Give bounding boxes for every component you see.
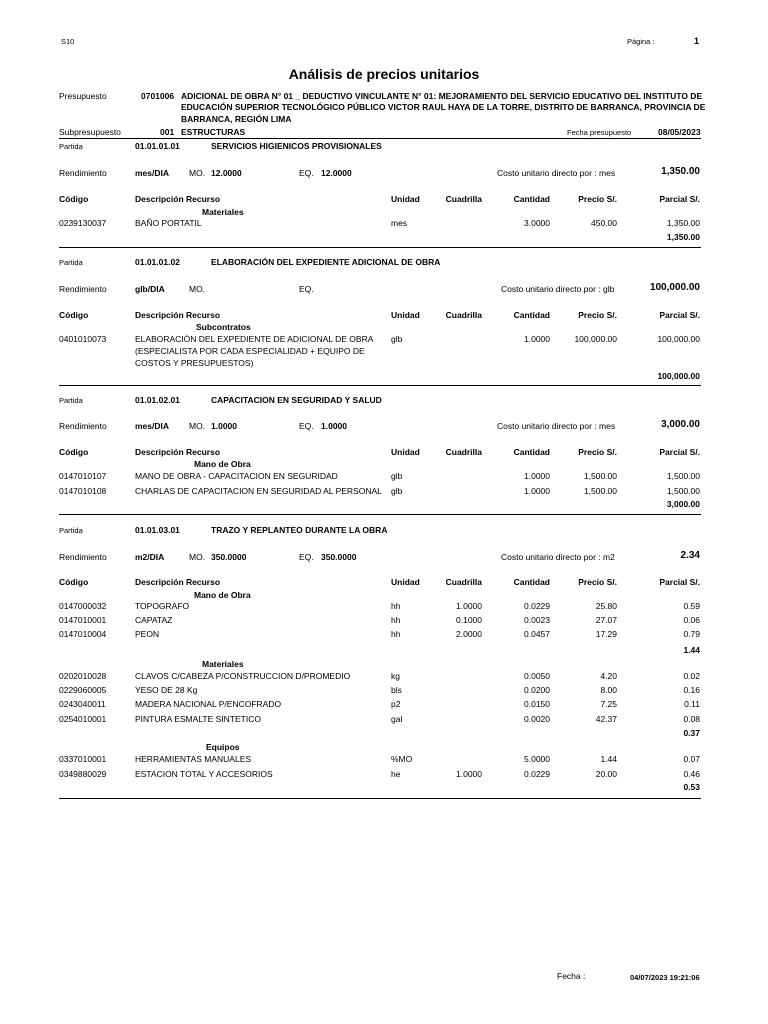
presupuesto-desc-line2: EDUCACIÓN SUPERIOR TECNOLÓGICO PÚBLICO VICTOR RAUL HAYA DE LA TORRE, DISTRITO DE BARRANCA, PROVINCIA DE bbox=[181, 102, 706, 112]
fecha-presupuesto-label: Fecha presupuesto bbox=[567, 128, 632, 137]
eq-label: EQ. bbox=[299, 552, 314, 562]
col-codigo: Código bbox=[59, 310, 89, 320]
col-descripcion: Descripción Recurso bbox=[135, 310, 221, 320]
group-title: Mano de Obra bbox=[194, 590, 251, 600]
col-parcial: Parcial S/. bbox=[659, 194, 700, 204]
row-unidad: bls bbox=[391, 685, 402, 695]
rendimiento-label: Rendimiento bbox=[59, 168, 107, 178]
partida-code: 01.01.01.01 bbox=[135, 141, 180, 151]
row-unidad: hh bbox=[391, 615, 401, 625]
footer-fecha-label: Fecha : bbox=[557, 971, 586, 981]
row-codigo: 0239130037 bbox=[59, 218, 107, 228]
row-precio: 1.44 bbox=[600, 754, 617, 764]
costo-value: 2.34 bbox=[680, 550, 700, 561]
mo-label: MO. bbox=[189, 552, 206, 562]
row-cantidad: 0.0229 bbox=[524, 769, 550, 779]
row-codigo: 0147010107 bbox=[59, 471, 107, 481]
row-desc: MANO DE OBRA - CAPACITACION EN SEGURIDAD bbox=[135, 471, 338, 481]
presupuesto-code: 0701006 bbox=[141, 91, 175, 101]
row-codigo: 0147010108 bbox=[59, 486, 107, 496]
col-cuadrilla: Cuadrilla bbox=[445, 194, 482, 204]
row-codigo: 0243040011 bbox=[59, 699, 106, 709]
partida-divider bbox=[59, 514, 701, 515]
row-unidad: gal bbox=[391, 714, 403, 724]
group-subtotal: 0.53 bbox=[683, 782, 700, 792]
row-cantidad: 1.0000 bbox=[524, 486, 550, 496]
row-precio: 450.00 bbox=[591, 218, 617, 228]
eq-label: EQ. bbox=[299, 421, 314, 431]
rendimiento-label: Rendimiento bbox=[59, 421, 107, 431]
page-title: Análisis de precios unitarios bbox=[288, 66, 480, 82]
partida-divider bbox=[59, 247, 701, 248]
subpresupuesto-code: 001 bbox=[160, 127, 175, 137]
col-unidad: Unidad bbox=[391, 194, 420, 204]
partida-name: ELABORACIÓN DEL EXPEDIENTE ADICIONAL DE OBRA bbox=[211, 257, 441, 267]
group-title: Materiales bbox=[202, 207, 244, 217]
partida-name: TRAZO Y REPLANTEO DURANTE LA OBRA bbox=[211, 525, 388, 535]
costo-value: 100,000.00 bbox=[649, 282, 700, 293]
presupuesto-desc-line1: ADICIONAL DE OBRA N° 01 _ DEDUCTIVO VINCULANTE N° 01: MEJORAMIENTO DEL SERVICIO EDUCATIVO DEL INSTITUTO DE bbox=[181, 91, 703, 101]
row-desc: BAÑO PORTATIL bbox=[135, 218, 202, 228]
col-unidad: Unidad bbox=[391, 447, 420, 457]
row-codigo: 0337010001 bbox=[59, 754, 107, 764]
row-unidad: kg bbox=[391, 671, 400, 681]
row-parcial: 0.59 bbox=[683, 601, 700, 611]
rendimiento-label: Rendimiento bbox=[59, 552, 107, 562]
row-codigo: 0202010028 bbox=[59, 671, 107, 681]
presupuesto-label: Presupuesto bbox=[59, 91, 107, 101]
row-cantidad: 0.0050 bbox=[524, 671, 550, 681]
col-cuadrilla: Cuadrilla bbox=[445, 577, 482, 587]
footer-fecha-value: 04/07/2023 19:21:06 bbox=[630, 973, 700, 982]
group-subtotal: 1,350.00 bbox=[666, 232, 700, 242]
row-codigo: 0147010001 bbox=[59, 615, 107, 625]
mo-label: MO. bbox=[189, 284, 206, 294]
partida-code: 01.01.03.01 bbox=[135, 525, 180, 535]
subpresupuesto-name: ESTRUCTURAS bbox=[181, 127, 246, 137]
row-precio: 25.80 bbox=[595, 601, 617, 611]
row-precio: 27.07 bbox=[595, 615, 617, 625]
group-subtotal: 3,000.00 bbox=[666, 499, 700, 509]
row-cantidad: 1.0000 bbox=[524, 334, 550, 344]
row-codigo: 0147010004 bbox=[59, 629, 107, 639]
row-unidad: %MO bbox=[391, 754, 413, 764]
col-unidad: Unidad bbox=[391, 310, 420, 320]
row-codigo: 0254010001 bbox=[59, 714, 107, 724]
partida-label: Partida bbox=[59, 526, 83, 535]
row-desc: PINTURA ESMALTE SINTETICO bbox=[135, 714, 261, 724]
row-precio: 17.29 bbox=[595, 629, 617, 639]
row-cantidad: 5.0000 bbox=[524, 754, 550, 764]
col-descripcion: Descripción Recurso bbox=[135, 447, 221, 457]
row-unidad: glb bbox=[391, 334, 403, 344]
col-unidad: Unidad bbox=[391, 577, 420, 587]
row-cuadrilla: 1.0000 bbox=[456, 769, 482, 779]
eq-value: 350.0000 bbox=[321, 552, 357, 562]
row-parcial: 0.08 bbox=[683, 714, 700, 724]
row-parcial: 0.02 bbox=[683, 671, 700, 681]
rendimiento-label: Rendimiento bbox=[59, 284, 107, 294]
partida-code: 01.01.01.02 bbox=[135, 257, 180, 267]
group-subtotal: 0.37 bbox=[683, 728, 700, 738]
eq-label: EQ. bbox=[299, 168, 314, 178]
rendimiento-unit: mes/DIA bbox=[135, 421, 170, 431]
col-codigo: Código bbox=[59, 577, 89, 587]
mo-value: 1.0000 bbox=[211, 421, 237, 431]
row-desc-line3: COSTOS Y PRESUPUESTOS) bbox=[135, 358, 254, 368]
eq-value: 1.0000 bbox=[321, 421, 347, 431]
row-cantidad: 0.0229 bbox=[524, 601, 550, 611]
system-code: S10 bbox=[61, 37, 75, 46]
row-cantidad: 0.0200 bbox=[524, 685, 550, 695]
mo-label: MO. bbox=[189, 168, 206, 178]
row-desc: CAPATAZ bbox=[135, 615, 173, 625]
costo-label: Costo unitario directo por : mes bbox=[497, 168, 616, 178]
page-number: 1 bbox=[694, 36, 700, 46]
row-desc: HERRAMIENTAS MANUALES bbox=[135, 754, 252, 764]
row-unidad: glb bbox=[391, 486, 403, 496]
fecha-presupuesto-value: 08/05/2023 bbox=[658, 127, 701, 137]
row-cuadrilla: 0.1000 bbox=[456, 615, 482, 625]
mo-value: 12.0000 bbox=[211, 168, 242, 178]
costo-value: 1,350.00 bbox=[661, 166, 700, 177]
costo-value: 3,000.00 bbox=[661, 419, 700, 430]
row-parcial: 1,500.00 bbox=[666, 471, 700, 481]
group-title: Subcontratos bbox=[196, 322, 251, 332]
row-cantidad: 0.0023 bbox=[524, 615, 550, 625]
partida-code: 01.01.02.01 bbox=[135, 395, 180, 405]
col-descripcion: Descripción Recurso bbox=[135, 194, 221, 204]
row-cuadrilla: 2.0000 bbox=[456, 629, 482, 639]
row-precio: 100,000.00 bbox=[574, 334, 617, 344]
rendimiento-unit: mes/DIA bbox=[135, 168, 170, 178]
partida-divider bbox=[59, 798, 701, 799]
costo-label: Costo unitario directo por : m2 bbox=[501, 552, 615, 562]
row-unidad: p2 bbox=[391, 699, 401, 709]
col-descripcion: Descripción Recurso bbox=[135, 577, 221, 587]
partida-divider bbox=[59, 385, 701, 386]
group-title: Materiales bbox=[202, 659, 244, 669]
row-desc: ESTACION TOTAL Y ACCESORIOS bbox=[135, 769, 273, 779]
row-precio: 42.37 bbox=[595, 714, 617, 724]
row-desc: TOPOGRAFO bbox=[135, 601, 190, 611]
row-unidad: hh bbox=[391, 629, 401, 639]
row-unidad: mes bbox=[391, 218, 408, 228]
col-cantidad: Cantidad bbox=[513, 447, 550, 457]
mo-value: 350.0000 bbox=[211, 552, 247, 562]
row-precio: 20.00 bbox=[595, 769, 617, 779]
row-cantidad: 3.0000 bbox=[524, 218, 550, 228]
row-precio: 8.00 bbox=[600, 685, 617, 695]
row-cuadrilla: 1.0000 bbox=[456, 601, 482, 611]
col-cuadrilla: Cuadrilla bbox=[445, 310, 482, 320]
row-parcial: 1,350.00 bbox=[666, 218, 700, 228]
row-unidad: glb bbox=[391, 471, 403, 481]
eq-label: EQ. bbox=[299, 284, 314, 294]
row-parcial: 100,000.00 bbox=[657, 334, 700, 344]
rendimiento-unit: glb/DIA bbox=[135, 284, 165, 294]
subpresupuesto-label: Subpresupuesto bbox=[59, 127, 121, 137]
col-precio: Precio S/. bbox=[578, 447, 617, 457]
col-precio: Precio S/. bbox=[578, 577, 617, 587]
group-title: Equipos bbox=[206, 742, 240, 752]
row-cantidad: 0.0150 bbox=[524, 699, 550, 709]
row-parcial: 0.46 bbox=[683, 769, 700, 779]
row-parcial: 0.11 bbox=[684, 699, 700, 709]
partida-label: Partida bbox=[59, 258, 83, 267]
partida-label: Partida bbox=[59, 142, 83, 151]
row-parcial: 0.06 bbox=[683, 615, 700, 625]
row-parcial: 0.07 bbox=[683, 754, 700, 764]
col-parcial: Parcial S/. bbox=[659, 310, 700, 320]
col-precio: Precio S/. bbox=[578, 194, 617, 204]
row-desc-line2: (ESPECIALISTA POR CADA ESPECIALIDAD + EQUIPO DE bbox=[135, 346, 365, 356]
eq-value: 12.0000 bbox=[321, 168, 352, 178]
row-precio: 4.20 bbox=[600, 671, 617, 681]
rendimiento-unit: m2/DIA bbox=[135, 552, 165, 562]
row-desc: CHARLAS DE CAPACITACION EN SEGURIDAD AL PERSONAL bbox=[135, 486, 382, 496]
row-desc: CLAVOS C/CABEZA P/CONSTRUCCION D/PROMEDIO bbox=[135, 671, 351, 681]
col-precio: Precio S/. bbox=[578, 310, 617, 320]
page-label: Página : bbox=[627, 37, 655, 46]
row-parcial: 0.16 bbox=[683, 685, 700, 695]
col-cantidad: Cantidad bbox=[513, 310, 550, 320]
row-desc: MADERA NACIONAL P/ENCOFRADO bbox=[135, 699, 282, 709]
col-parcial: Parcial S/. bbox=[659, 447, 700, 457]
col-cantidad: Cantidad bbox=[513, 577, 550, 587]
partida-name: CAPACITACION EN SEGURIDAD Y SALUD bbox=[211, 395, 382, 405]
row-cantidad: 0.0020 bbox=[524, 714, 550, 724]
row-cantidad: 1.0000 bbox=[524, 471, 550, 481]
col-codigo: Código bbox=[59, 194, 89, 204]
col-cantidad: Cantidad bbox=[513, 194, 550, 204]
row-parcial: 0.79 bbox=[683, 629, 700, 639]
row-cantidad: 0.0457 bbox=[524, 629, 550, 639]
row-unidad: hh bbox=[391, 601, 401, 611]
row-desc: PEON bbox=[135, 629, 160, 639]
row-codigo: 0147000032 bbox=[59, 601, 107, 611]
row-precio: 1,500.00 bbox=[583, 471, 617, 481]
col-parcial: Parcial S/. bbox=[659, 577, 700, 587]
costo-label: Costo unitario directo por : glb bbox=[501, 284, 615, 294]
row-unidad: he bbox=[391, 769, 401, 779]
partida-label: Partida bbox=[59, 396, 83, 405]
row-codigo: 0349880029 bbox=[59, 769, 107, 779]
group-subtotal: 1.44 bbox=[683, 645, 700, 655]
row-parcial: 1,500.00 bbox=[666, 486, 700, 496]
col-codigo: Código bbox=[59, 447, 89, 457]
row-codigo: 0401010073 bbox=[59, 334, 107, 344]
presupuesto-desc-line3: BARRANCA, REGIÓN LIMA bbox=[181, 114, 292, 124]
costo-label: Costo unitario directo por : mes bbox=[497, 421, 616, 431]
group-title: Mano de Obra bbox=[194, 459, 251, 469]
partida-name: SERVICIOS HIGIENICOS PROVISIONALES bbox=[211, 141, 382, 151]
mo-label: MO. bbox=[189, 421, 206, 431]
row-precio: 1,500.00 bbox=[583, 486, 617, 496]
group-subtotal: 100,000.00 bbox=[657, 371, 700, 381]
row-desc: YESO DE 28 Kg bbox=[135, 685, 198, 695]
row-desc: ELABORACIÓN DEL EXPEDIENTE DE ADICIONAL DE OBRA bbox=[135, 334, 374, 344]
row-precio: 7.25 bbox=[600, 699, 617, 709]
row-codigo: 0229060005 bbox=[59, 685, 107, 695]
col-cuadrilla: Cuadrilla bbox=[445, 447, 482, 457]
header-divider bbox=[59, 138, 701, 139]
